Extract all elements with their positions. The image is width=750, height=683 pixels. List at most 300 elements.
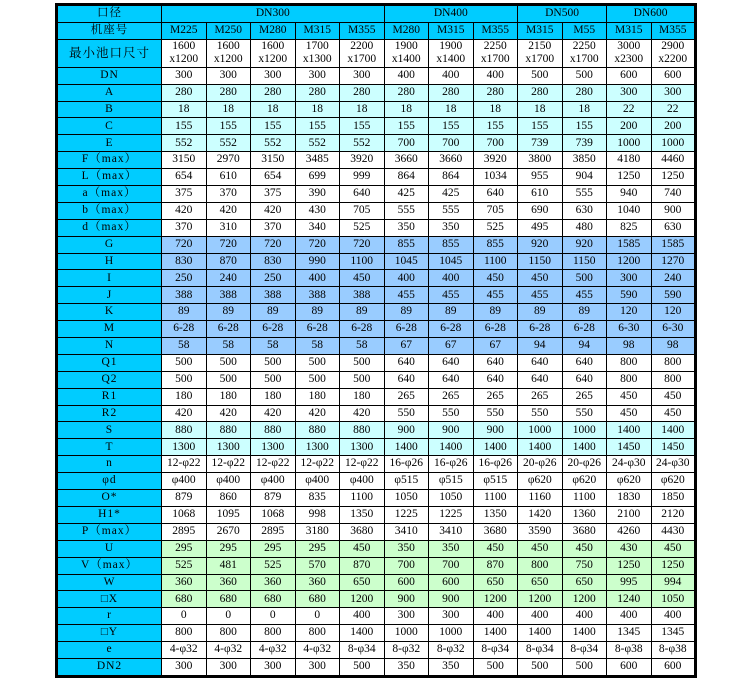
dim-cell: 420 [162, 202, 207, 219]
dim-cell: 880 [206, 422, 251, 439]
dim-cell: 590 [607, 287, 652, 304]
dim-cell: 700 [384, 557, 429, 574]
row-label-h1: H1* [57, 506, 162, 523]
size-line: 1900 [439, 39, 463, 52]
row-label-j: J [57, 287, 162, 304]
dim-cell: 400 [340, 608, 385, 625]
dim-cell: 265 [562, 388, 607, 405]
dim-cell: 4-φ32 [206, 642, 251, 659]
dim-cell: 800 [518, 557, 563, 574]
dim-cell: 67 [429, 338, 474, 355]
size-line: x1200 [169, 53, 199, 66]
dim-cell: 265 [518, 388, 563, 405]
dim-cell: φ400 [295, 473, 340, 490]
dim-cell: 8-φ32 [429, 642, 474, 659]
dim-cell: 400 [651, 608, 696, 625]
dim-cell: 6-30 [651, 321, 696, 338]
dim-cell: 455 [384, 287, 429, 304]
dim-cell: 880 [251, 422, 296, 439]
dim-cell: 240 [206, 270, 251, 287]
dim-cell: 699 [295, 169, 340, 186]
dim-cell: 500 [206, 354, 251, 371]
dim-cell: 89 [340, 304, 385, 321]
dim-cell: 610 [518, 186, 563, 203]
dim-cell: 1400 [384, 439, 429, 456]
dim-cell: 680 [162, 591, 207, 608]
dim-cell: 650 [518, 574, 563, 591]
dim-cell: 280 [473, 84, 518, 101]
size-line: x2200 [658, 53, 688, 66]
dim-cell: 58 [162, 338, 207, 355]
dim-cell: 555 [429, 202, 474, 219]
dim-cell: 300 [607, 270, 652, 287]
dim-cell: 640 [340, 186, 385, 203]
dim-cell: 67 [473, 338, 518, 355]
dim-cell: 12-φ22 [251, 456, 296, 473]
dim-cell: 370 [206, 186, 251, 203]
dim-cell: 0 [251, 608, 296, 625]
dim-cell: 420 [340, 405, 385, 422]
dim-cell: 1400 [651, 422, 696, 439]
dim-cell: 300 [295, 67, 340, 84]
dim-cell: 400 [473, 608, 518, 625]
dim-cell: 12-φ22 [295, 456, 340, 473]
dim-cell: 120 [607, 304, 652, 321]
size-line: 1700 [305, 39, 329, 52]
dim-cell: 1100 [340, 490, 385, 507]
dim-cell: 855 [384, 236, 429, 253]
dim-cell: 200 [607, 118, 652, 135]
dim-cell: 4460 [651, 152, 696, 169]
dim-cell: 1000 [607, 135, 652, 152]
dim-cell: 1200 [473, 591, 518, 608]
dim-cell: 360 [251, 574, 296, 591]
dim-cell: 12-φ22 [206, 456, 251, 473]
size-line: x1700 [569, 53, 599, 66]
dim-cell: 98 [607, 338, 652, 355]
dim-cell: 8-φ32 [384, 642, 429, 659]
dim-cell: 1100 [562, 490, 607, 507]
dim-cell: 280 [206, 84, 251, 101]
dim-cell: 1585 [607, 236, 652, 253]
dim-cell: 1200 [340, 591, 385, 608]
size-line: 1600 [172, 39, 196, 52]
dim-cell: 89 [206, 304, 251, 321]
dim-cell: 555 [562, 186, 607, 203]
frame-header: M355 [651, 22, 696, 39]
dim-cell: 450 [651, 405, 696, 422]
dim-cell: 265 [473, 388, 518, 405]
dim-cell: 800 [295, 625, 340, 642]
dim-cell: 3660 [429, 152, 474, 169]
dim-cell: 8-φ34 [518, 642, 563, 659]
dim-cell: 370 [251, 219, 296, 236]
row-label-a: A [57, 84, 162, 101]
dim-cell: 350 [429, 219, 474, 236]
dim-cell: 12-φ22 [340, 456, 385, 473]
dim-cell: 900 [651, 202, 696, 219]
dim-cell: 300 [607, 84, 652, 101]
dim-cell: 18 [562, 101, 607, 118]
dim-cell: 1345 [607, 625, 652, 642]
dim-cell: 640 [473, 186, 518, 203]
dim-cell: 590 [651, 287, 696, 304]
dim-cell: 8-φ34 [473, 642, 518, 659]
dim-cell: 4-φ32 [295, 642, 340, 659]
dim-cell: 420 [251, 405, 296, 422]
dim-cell: 1050 [429, 490, 474, 507]
dim-cell: 22 [607, 101, 652, 118]
dim-cell: 89 [162, 304, 207, 321]
dim-cell: 855 [429, 236, 474, 253]
dim-cell: 340 [295, 219, 340, 236]
dim-cell: 16-φ26 [429, 456, 474, 473]
row-label-n: n [57, 456, 162, 473]
dim-cell: 900 [473, 422, 518, 439]
size-line: 2900 [661, 39, 685, 52]
dim-cell: 200 [651, 118, 696, 135]
dim-cell: 6-28 [384, 321, 429, 338]
dim-cell: 870 [340, 557, 385, 574]
dim-cell: 1400 [607, 422, 652, 439]
dim-cell: 1150 [562, 253, 607, 270]
dim-cell: 1050 [651, 591, 696, 608]
dim-cell: 1250 [651, 557, 696, 574]
dim-cell: 720 [340, 236, 385, 253]
dim-cell: 900 [429, 591, 474, 608]
dim-cell: 855 [473, 236, 518, 253]
dim-cell: 2970 [206, 152, 251, 169]
dim-cell: 1095 [206, 506, 251, 523]
dim-cell: 4-φ32 [251, 642, 296, 659]
dim-cell: 295 [295, 540, 340, 557]
dim-cell: 650 [562, 574, 607, 591]
dim-cell: 495 [518, 219, 563, 236]
dim-cell: 3150 [251, 152, 296, 169]
dim-cell: 450 [518, 270, 563, 287]
dim-cell: 880 [162, 422, 207, 439]
dim-cell: 500 [518, 67, 563, 84]
dim-cell: 300 [429, 608, 474, 625]
dim-cell: 3920 [340, 152, 385, 169]
dim-cell: 280 [384, 84, 429, 101]
dim-cell: 18 [295, 101, 340, 118]
dim-cell: 6-28 [429, 321, 474, 338]
dim-cell: 4260 [607, 523, 652, 540]
row-label-d: φd [57, 473, 162, 490]
dim-cell: 1420 [518, 506, 563, 523]
dim-cell: 388 [295, 287, 340, 304]
group-header-dn400: DN400 [384, 5, 518, 23]
dim-cell: 640 [518, 371, 563, 388]
dim-cell: 280 [162, 84, 207, 101]
dim-cell: 280 [429, 84, 474, 101]
dim-cell: 350 [384, 540, 429, 557]
dim-cell: 555 [384, 202, 429, 219]
dim-cell: φ620 [651, 473, 696, 490]
dim-cell: 4430 [651, 523, 696, 540]
dim-cell: 955 [518, 169, 563, 186]
row-label-q1: Q1 [57, 354, 162, 371]
dim-cell: 18 [206, 101, 251, 118]
row-label-dn2: DN2 [57, 658, 162, 676]
dim-cell: 18 [473, 101, 518, 118]
dim-cell: 720 [251, 236, 296, 253]
dim-cell: 630 [562, 202, 607, 219]
dim-cell: 998 [295, 506, 340, 523]
dim-cell: 654 [162, 169, 207, 186]
dim-cell: 388 [206, 287, 251, 304]
dim-cell: 500 [295, 354, 340, 371]
dim-cell: 1400 [562, 439, 607, 456]
dim-cell: 250 [251, 270, 296, 287]
dim-cell: 155 [562, 118, 607, 135]
dim-cell: 739 [518, 135, 563, 152]
frame-header: M315 [295, 22, 340, 39]
dim-cell: 400 [562, 608, 607, 625]
dim-cell: 525 [340, 219, 385, 236]
dim-cell: 1400 [518, 625, 563, 642]
dim-cell: 650 [473, 574, 518, 591]
row-label-lmax: L（max） [57, 169, 162, 186]
dim-cell: 1000 [384, 625, 429, 642]
dim-cell: 900 [384, 422, 429, 439]
dim-cell: 720 [162, 236, 207, 253]
dim-cell: 500 [295, 371, 340, 388]
dim-cell: 1045 [429, 253, 474, 270]
dim-cell: 370 [162, 219, 207, 236]
size-line: 2250 [572, 39, 596, 52]
dim-cell: 430 [607, 540, 652, 557]
dim-cell: 310 [206, 219, 251, 236]
dim-cell: 600 [607, 658, 652, 676]
dim-cell: 22 [651, 101, 696, 118]
dim-cell: 3850 [562, 152, 607, 169]
dim-cell: 1100 [473, 490, 518, 507]
size-line: 1600 [261, 39, 285, 52]
size-line: x1700 [480, 53, 510, 66]
row-label-y: □Y [57, 625, 162, 642]
dim-cell: 1225 [429, 506, 474, 523]
dim-cell: 640 [518, 354, 563, 371]
dim-cell: 1250 [607, 557, 652, 574]
dim-cell: 455 [473, 287, 518, 304]
dim-cell: 420 [206, 202, 251, 219]
dim-cell: 360 [295, 574, 340, 591]
dim-cell: 6-28 [206, 321, 251, 338]
dim-cell: 450 [607, 388, 652, 405]
size-line: 1900 [394, 39, 418, 52]
dim-cell: 400 [384, 67, 429, 84]
dim-cell: 1068 [162, 506, 207, 523]
row-label-fmax: F（max） [57, 152, 162, 169]
corner-header-diameter: 口径 [57, 5, 162, 23]
dim-cell: 1068 [251, 506, 296, 523]
dim-cell: 89 [562, 304, 607, 321]
frame-header: M355 [473, 22, 518, 39]
dim-cell: 300 [651, 84, 696, 101]
dim-cell: 425 [384, 186, 429, 203]
dim-cell: 994 [651, 574, 696, 591]
dim-cell: 1400 [340, 625, 385, 642]
dim-cell: 740 [651, 186, 696, 203]
dim-cell: 24-φ30 [607, 456, 652, 473]
dim-cell: 295 [162, 540, 207, 557]
dim-cell: 350 [429, 658, 474, 676]
dim-cell: 640 [473, 354, 518, 371]
dim-cell: 400 [518, 608, 563, 625]
dim-cell: 550 [562, 405, 607, 422]
row-label-amax: a（max） [57, 186, 162, 203]
size-line: 2200 [350, 39, 374, 52]
dim-cell: 990 [295, 253, 340, 270]
dim-cell: 1050 [384, 490, 429, 507]
min-opening-size-cell [651, 39, 696, 67]
dim-cell: φ620 [518, 473, 563, 490]
dim-cell: 525 [251, 557, 296, 574]
row-label-s: S [57, 422, 162, 439]
dim-cell: 1450 [607, 439, 652, 456]
dim-cell: 0 [295, 608, 340, 625]
dim-cell: 425 [429, 186, 474, 203]
size-line: 2250 [483, 39, 507, 52]
dim-cell: 800 [651, 354, 696, 371]
dim-cell: 550 [518, 405, 563, 422]
dim-cell: φ400 [251, 473, 296, 490]
dim-cell: 3150 [162, 152, 207, 169]
dim-cell: 6-28 [251, 321, 296, 338]
dim-cell: 3410 [384, 523, 429, 540]
dim-cell: 67 [384, 338, 429, 355]
group-header-dn600: DN600 [607, 5, 696, 23]
dim-cell: 904 [562, 169, 607, 186]
spec-table-body [57, 5, 696, 677]
dim-cell: 300 [251, 658, 296, 676]
dim-cell: 400 [429, 67, 474, 84]
dim-cell: 420 [295, 405, 340, 422]
dim-cell: 8-φ34 [340, 642, 385, 659]
dim-cell: 3800 [518, 152, 563, 169]
row-label-i: I [57, 270, 162, 287]
dim-cell: 120 [651, 304, 696, 321]
row-label-r: r [57, 608, 162, 625]
dim-cell: 155 [384, 118, 429, 135]
dim-cell: 450 [607, 405, 652, 422]
dim-cell: 550 [384, 405, 429, 422]
dim-cell: 550 [429, 405, 474, 422]
dim-cell: 6-28 [518, 321, 563, 338]
dim-cell: 552 [162, 135, 207, 152]
dim-cell: 2670 [206, 523, 251, 540]
frame-header: M355 [340, 22, 385, 39]
dim-cell: 58 [295, 338, 340, 355]
dim-cell: 8-φ38 [651, 642, 696, 659]
dim-cell: 3660 [384, 152, 429, 169]
dim-cell: 6-28 [162, 321, 207, 338]
dim-cell: 1000 [651, 135, 696, 152]
dim-cell: 1250 [651, 169, 696, 186]
dim-cell: 640 [473, 371, 518, 388]
dim-cell: 3680 [562, 523, 607, 540]
dim-cell: 870 [473, 557, 518, 574]
dim-cell: 3410 [429, 523, 474, 540]
dim-cell: 500 [562, 658, 607, 676]
row-label-o: O* [57, 490, 162, 507]
dim-cell: 600 [651, 658, 696, 676]
dim-cell: 155 [429, 118, 474, 135]
group-header-dn500: DN500 [518, 5, 607, 23]
dim-cell: 500 [251, 354, 296, 371]
row-label-pmax: P（max） [57, 523, 162, 540]
dim-cell: 155 [206, 118, 251, 135]
dim-cell: 825 [607, 219, 652, 236]
dim-cell: 550 [473, 405, 518, 422]
dim-cell: 375 [162, 186, 207, 203]
size-line: 2150 [528, 39, 552, 52]
dim-cell: 280 [251, 84, 296, 101]
dim-cell: 1160 [518, 490, 563, 507]
row-label-dn: DN [57, 67, 162, 84]
dim-cell: 450 [473, 540, 518, 557]
dim-cell: 700 [473, 135, 518, 152]
dim-cell: 830 [251, 253, 296, 270]
dim-cell: 600 [651, 67, 696, 84]
dim-cell: 430 [295, 202, 340, 219]
dim-cell: 750 [562, 557, 607, 574]
dim-cell: 24-φ30 [651, 456, 696, 473]
dim-cell: 1300 [295, 439, 340, 456]
frame-header: M55 [562, 22, 607, 39]
dim-cell: 480 [562, 219, 607, 236]
dim-cell: 180 [162, 388, 207, 405]
dim-cell: 500 [162, 354, 207, 371]
size-line: x1700 [525, 53, 555, 66]
dim-cell: 180 [295, 388, 340, 405]
dim-cell: 1034 [473, 169, 518, 186]
dim-cell: 3680 [340, 523, 385, 540]
dim-cell: 500 [340, 354, 385, 371]
dim-cell: 8-φ38 [607, 642, 652, 659]
dim-cell: 630 [651, 219, 696, 236]
dim-cell: 155 [473, 118, 518, 135]
dim-cell: 880 [340, 422, 385, 439]
dim-cell: 1300 [340, 439, 385, 456]
dim-cell: 350 [384, 658, 429, 676]
dim-cell: 20-φ26 [518, 456, 563, 473]
row-label-dmax: d（max） [57, 219, 162, 236]
dim-cell: 1400 [473, 625, 518, 642]
dim-cell: 1400 [562, 625, 607, 642]
dim-cell: 12-φ22 [162, 456, 207, 473]
row-label-q2: Q2 [57, 371, 162, 388]
dim-cell: 552 [295, 135, 340, 152]
frame-header: M250 [206, 22, 251, 39]
dim-cell: 864 [429, 169, 474, 186]
dim-cell: 640 [429, 371, 474, 388]
dim-cell: 350 [429, 540, 474, 557]
dim-cell: 870 [206, 253, 251, 270]
frame-row-label: 机座号 [57, 22, 162, 39]
dim-cell: 18 [384, 101, 429, 118]
dim-cell: 1200 [562, 591, 607, 608]
dim-cell: 89 [295, 304, 340, 321]
dim-cell: 552 [206, 135, 251, 152]
dim-cell: 455 [518, 287, 563, 304]
dim-cell: φ620 [562, 473, 607, 490]
dim-cell: 420 [251, 202, 296, 219]
dim-cell: 500 [340, 371, 385, 388]
dim-cell: 18 [429, 101, 474, 118]
